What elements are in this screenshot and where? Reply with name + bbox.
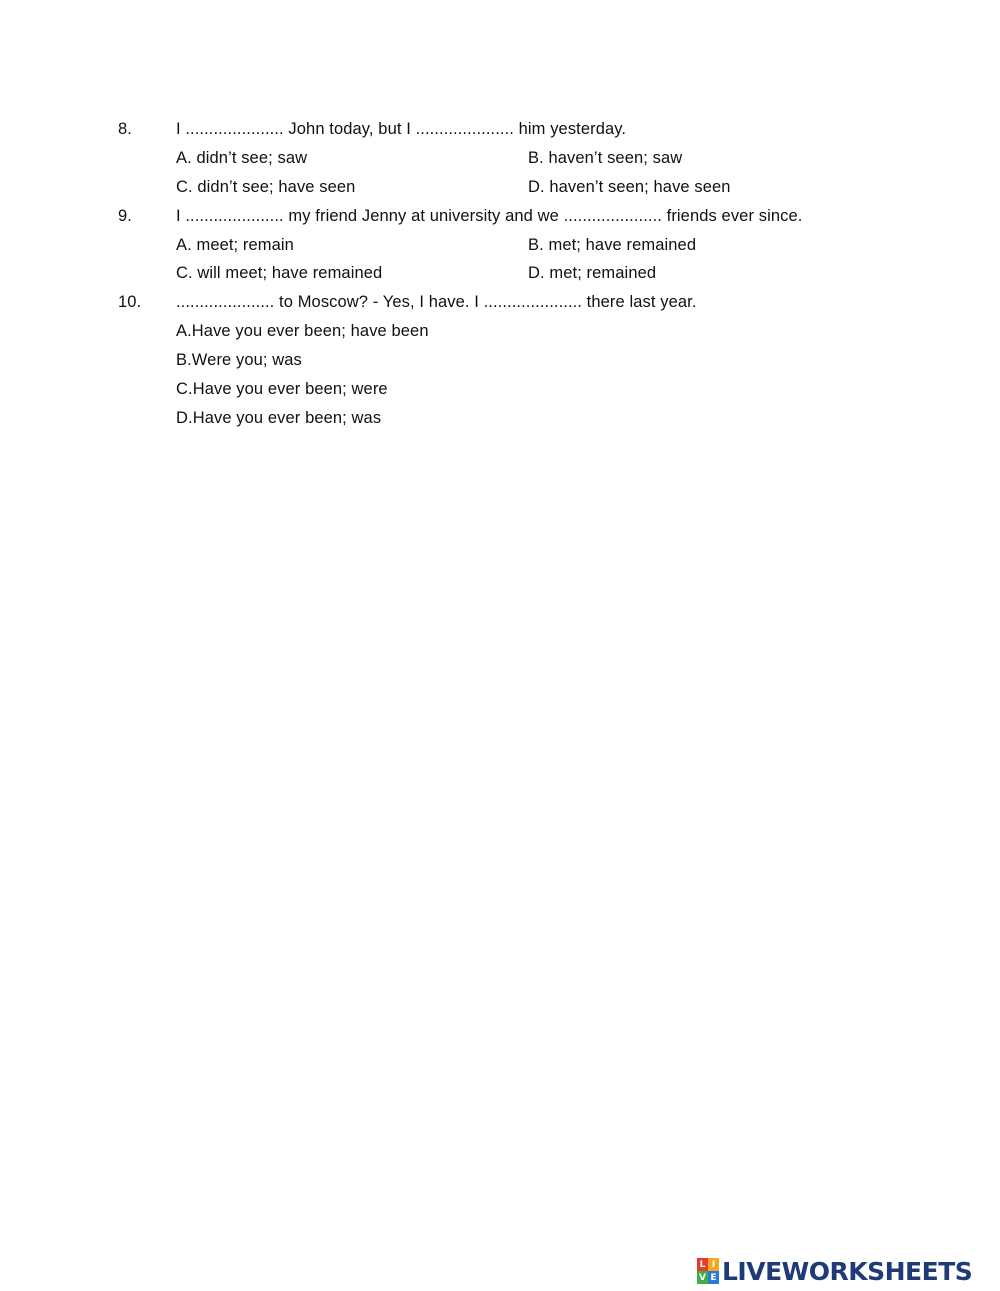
question-stem: ..................... to Moscow? - Yes, I have. I ..................... there last year. xyxy=(176,293,697,311)
live-blocks-icon xyxy=(697,1258,719,1284)
option-a[interactable]: A.Have you ever been; have been xyxy=(176,322,429,340)
logo-letter-l: L xyxy=(697,1258,708,1271)
question-number: 8. xyxy=(118,120,132,138)
brand-wordmark: LIVEWORKSHEETS xyxy=(722,1256,973,1286)
question-number: 10. xyxy=(118,293,142,311)
logo-letter-v: V xyxy=(697,1271,708,1284)
option-c[interactable]: C.Have you ever been; were xyxy=(176,380,388,398)
option-d[interactable]: D. met; remained xyxy=(528,264,657,282)
option-d[interactable]: D.Have you ever been; was xyxy=(176,409,382,427)
logo-letter-e: E xyxy=(708,1271,719,1284)
option-b[interactable]: B.Were you; was xyxy=(176,351,302,369)
question-stem: I ..................... John today, but I ..................... him yesterday. xyxy=(176,120,627,138)
question-stem: I ..................... my friend Jenny at university and we ..................... friends ever since. xyxy=(176,207,803,225)
option-d[interactable]: D. haven’t seen; have seen xyxy=(528,178,731,196)
question-number: 9. xyxy=(118,207,132,225)
option-b[interactable]: B. haven’t seen; saw xyxy=(528,149,683,167)
liveworksheets-logo xyxy=(697,1256,972,1286)
option-a[interactable]: A. meet; remain xyxy=(176,236,294,254)
option-c[interactable]: C. will meet; have remained xyxy=(176,264,383,282)
option-b[interactable]: B. met; have remained xyxy=(528,236,697,254)
logo-letter-i: I xyxy=(708,1258,719,1271)
option-a[interactable]: A. didn’t see; saw xyxy=(176,149,308,167)
option-c[interactable]: C. didn’t see; have seen xyxy=(176,178,356,196)
